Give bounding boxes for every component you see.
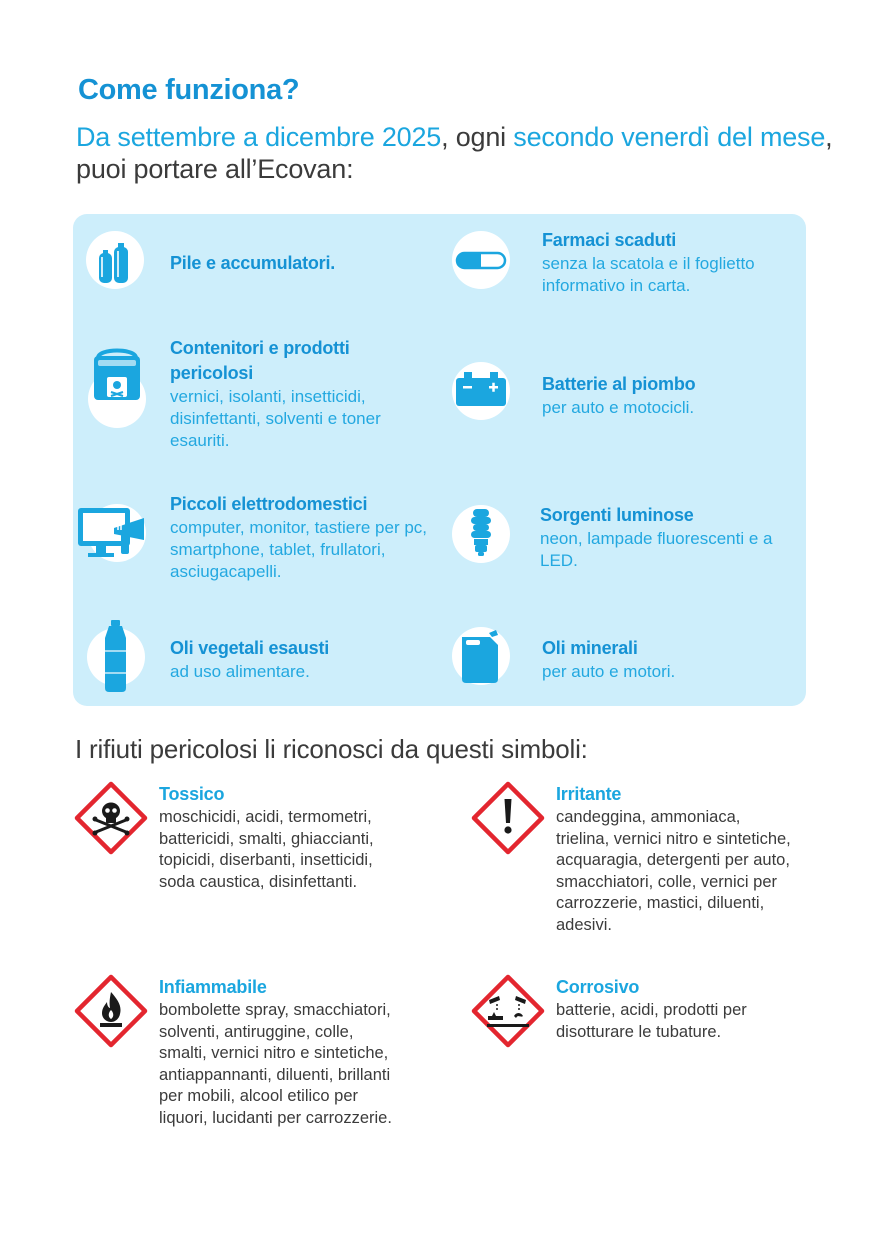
jerrycan-icon: [452, 627, 510, 685]
hazard-irritant: [556, 781, 796, 937]
intro-text: [76, 121, 836, 185]
hazard-desc: candeggina, ammoniaca, trielina, vernici nitro e sintetiche, acquaragia, detergenti per auto, smacchiatori, colle, vernici per carrozzerie, mastici, diluenti, adesivi.: [556, 808, 791, 934]
batteries-icon: [86, 231, 144, 289]
exclamation-icon: [471, 781, 545, 855]
page-title: Come funziona?: [78, 74, 300, 106]
item-batteries: [170, 251, 335, 276]
hazards-title: I rifiuti pericolosi li riconosci da questi simboli:: [75, 734, 588, 764]
hazard-desc: moschicidi, acidi, termometri, battericidi, smalti, ghiaccianti, topicidi, diserbanti, insetticidi, soda caustica, disinfettanti.: [159, 808, 374, 891]
item-desc: ad uso alimentare.: [170, 662, 310, 681]
item-title: Contenitori e prodotti pericolosi: [170, 338, 350, 383]
item-title: Oli vegetali esausti: [170, 638, 330, 658]
item-light-sources: [540, 503, 800, 572]
item-desc: vernici, isolanti, insetticidi, disinfettanti, solventi e toner esauriti.: [170, 387, 381, 450]
item-vegetable-oils: [170, 636, 430, 683]
item-lead-batteries: [542, 372, 802, 419]
item-desc: neon, lampade fluorescenti e a LED.: [540, 529, 773, 570]
item-small-appliances: [170, 492, 430, 583]
flame-icon: [74, 974, 148, 1048]
item-title: Batterie al piombo: [542, 374, 696, 394]
hazard-title: Corrosivo: [556, 977, 640, 997]
light-bulb-icon: [452, 505, 510, 563]
pill-icon: [452, 231, 510, 289]
intro-ending: , puoi portare all’Ecovan:: [76, 122, 833, 184]
item-title: Piccoli elettrodomestici: [170, 494, 368, 514]
hazard-desc: batterie, acidi, prodotti per disotturare le tubature.: [556, 1001, 747, 1041]
item-title: Sorgenti luminose: [540, 505, 694, 525]
item-desc: per auto e motocicli.: [542, 398, 695, 417]
hazard-title: Irritante: [556, 784, 622, 804]
hazard-title: Tossico: [159, 784, 225, 804]
car-battery-icon: [452, 362, 510, 420]
hazardous-container-icon: [88, 370, 146, 428]
hazard-title: Infiammabile: [159, 977, 267, 997]
item-title: Oli minerali: [542, 638, 638, 658]
hazard-flammable: [159, 974, 399, 1130]
intro-connector: , ogni: [441, 122, 514, 152]
item-title: Pile e accumulatori.: [170, 253, 336, 273]
items-panel: [73, 214, 806, 706]
item-desc: per auto e motori.: [542, 662, 676, 681]
hazard-corrosive: [556, 974, 801, 1043]
item-mineral-oils: [542, 636, 802, 683]
hazard-desc: bombolette spray, smacchiatori, solventi, antiruggine, colle, smalti, vernici nitro e sintetiche, antiappannanti, diluenti, brillanti per mobili, alcool etilico per liquori, lucidanti per carrozzerie.: [159, 1001, 392, 1127]
item-title: Farmaci scaduti: [542, 230, 677, 250]
hazard-toxic: [159, 781, 384, 893]
item-desc: senza la scatola e il foglietto informativo in carta.: [542, 254, 755, 295]
item-medicines: [542, 228, 802, 297]
monitor-hairdryer-icon: [88, 504, 146, 562]
item-desc: computer, monitor, tastiere per pc, smartphone, tablet, frullatori, asciugacapelli.: [170, 518, 428, 581]
intro-frequency: secondo venerdì del mese: [513, 122, 826, 152]
corrosion-icon: [471, 974, 545, 1048]
item-containers: [170, 336, 430, 452]
skull-crossbones-icon: [74, 781, 148, 855]
intro-dates: Da settembre a dicembre 2025: [76, 122, 442, 152]
oil-bottle-icon: [87, 628, 145, 686]
